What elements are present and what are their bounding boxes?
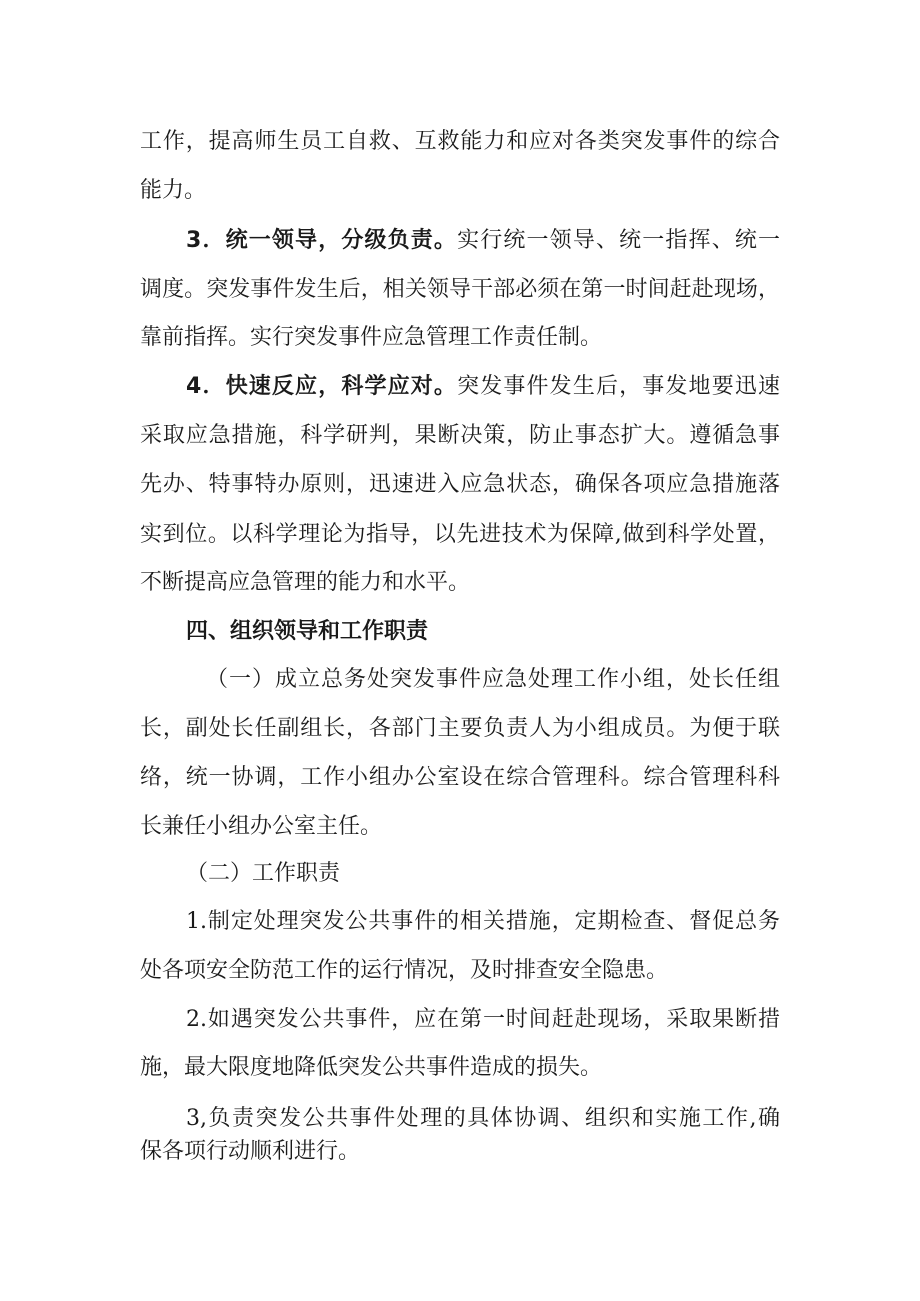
text-line: 保各项行动顺利进行。 — [140, 1139, 361, 1164]
section-heading: 四、组织领导和工作职责 — [186, 619, 429, 644]
principle-3-text: 实行统一领导、统一指挥、统一 — [457, 228, 780, 253]
duty-2: 2.如遇突发公共事件，应在第一时间赶赴现场，采取果断措 — [186, 1007, 780, 1032]
text-line: 实到位。以科学理论为指导，以先进技术为保障,做到科学处置， — [140, 522, 780, 547]
subsection-heading: （二）工作职责 — [186, 861, 341, 886]
principle-4-title: 4．快速反应，科学应对。 — [186, 374, 458, 399]
text-line: （一）成立总务处突发事件应急处理工作小组，处长任组 — [206, 667, 780, 692]
text-line: 能力。 — [140, 178, 207, 203]
principle-4 — [186, 372, 780, 402]
duty-1: 1.制定处理突发公共事件的相关措施，定期检查、督促总务 — [186, 909, 780, 934]
duty-3: 3,负责突发公共事件处理的具体协调、组织和实施工作,确 — [186, 1106, 780, 1131]
text-line: 不断提高应急管理的能力和水平。 — [140, 570, 471, 595]
principle-4-text: 突发事件发生后，事发地要迅速 — [457, 374, 780, 399]
text-line: 先办、特事特办原则，迅速进入应急状态，确保各项应急措施落 — [140, 472, 780, 497]
text-line: 长兼任小组办公室主任。 — [140, 814, 383, 839]
text-line: 靠前指挥。实行突发事件应急管理工作责任制。 — [140, 325, 603, 350]
text-line: 采取应急措施，科学研判，果断决策，防止事态扩大。遵循急事 — [140, 423, 780, 448]
text-line: 施，最大限度地降低突发公共事件造成的损失。 — [140, 1055, 603, 1080]
text-line: 工作，提高师生员工自救、互救能力和应对各类突发事件的综合 — [140, 129, 780, 154]
text-line: 调度。突发事件发生后，相关领导干部必须在第一时间赶赴现场， — [140, 277, 780, 302]
principle-3-title: 3．统一领导，分级负责。 — [186, 228, 458, 253]
text-line: 长，副处长任副组长，各部门主要负责人为小组成员。为便于联 — [140, 716, 780, 741]
principle-3 — [186, 226, 780, 256]
text-line: 处各项安全防范工作的运行情况，及时排查安全隐患。 — [140, 958, 669, 983]
text-line: 络，统一协调，工作小组办公室设在综合管理科。综合管理科科 — [140, 765, 780, 790]
